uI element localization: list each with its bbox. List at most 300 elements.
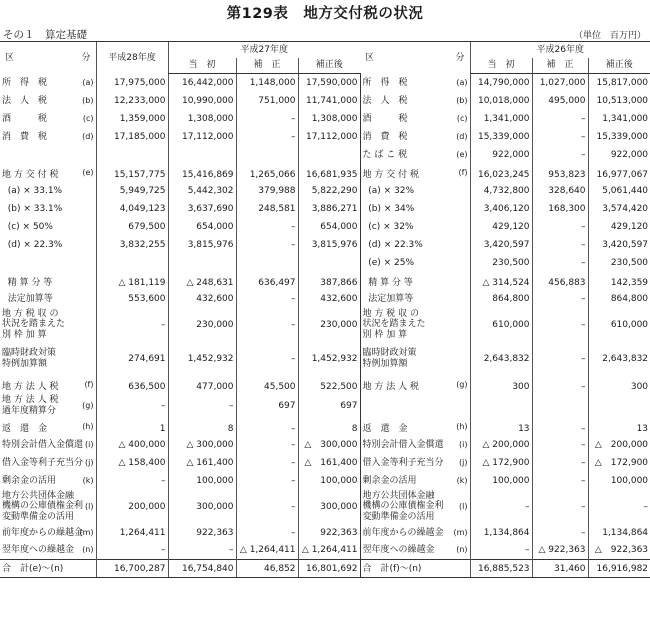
h26-hosei-value: – — [532, 308, 588, 342]
h28-value: 1 — [96, 418, 168, 436]
page-title: 第129表 地方交付税の状況 — [226, 6, 424, 22]
h28-value: – — [96, 472, 168, 490]
left-row-tag: (b) — [82, 95, 94, 105]
left-label-cell — [0, 236, 96, 254]
h27-hosei-value: – — [236, 110, 298, 128]
left-label-cell — [0, 394, 96, 418]
left-label-cell — [0, 436, 96, 454]
unit-label: （単位 百万円） — [573, 31, 646, 41]
right-label-cell — [360, 236, 470, 254]
table-row — [0, 418, 650, 436]
left-label-cell — [0, 146, 96, 164]
table-row — [0, 254, 650, 272]
h27-hoseigo-value: 8 — [298, 418, 360, 436]
h26-hoseigo-value: 2,643,832 — [588, 342, 650, 376]
table-row — [0, 74, 650, 92]
h27-touzho-value: 100,000 — [168, 472, 236, 490]
left-label-cell — [0, 74, 96, 92]
left-label-cell — [0, 272, 96, 290]
left-row-tag: (c) — [82, 113, 94, 123]
h27-hoseigo-value: △ 1,264,411 — [298, 542, 360, 560]
h27-hoseigo-value: 922,363 — [298, 524, 360, 542]
left-label-cell — [0, 454, 96, 472]
right-row-label: (a) × 32% — [362, 185, 415, 196]
left-row-tag: (h) — [82, 421, 94, 431]
left-label-cell — [0, 418, 96, 436]
right-row-label: 地 方 法 人 税 — [362, 381, 419, 392]
h27-hoseigo-value: 100,000 — [298, 472, 360, 490]
left-row-label: 地 方 法 人 税 過年度精算分 — [2, 395, 59, 416]
h27-touzho-value: 16,442,000 — [168, 74, 236, 92]
h27-touzho-value: 477,000 — [168, 376, 236, 394]
table-row — [0, 200, 650, 218]
left-row-label: 精 算 分 等 — [2, 277, 53, 288]
left-row-label: 合 計(e)～(n) — [2, 563, 64, 574]
left-row-label: (c) × 50% — [2, 221, 53, 232]
h27-touzho-value: 230,000 — [168, 308, 236, 342]
right-label-cell — [360, 182, 470, 200]
h26-touzho-value: 15,339,000 — [470, 128, 532, 146]
left-row-label: (d) × 22.3% — [2, 239, 63, 250]
table-row — [0, 490, 650, 524]
h27-hoseigo-value: 17,590,000 — [298, 74, 360, 92]
right-row-label: 地 方 交 付 税 — [362, 169, 419, 180]
h28-value: 17,185,000 — [96, 128, 168, 146]
h26-touzho-value: 230,500 — [470, 254, 532, 272]
right-label-cell — [360, 92, 470, 110]
h27-hosei-value: – — [236, 308, 298, 342]
h26-hoseigo-value: 230,500 — [588, 254, 650, 272]
right-row-label: 借入金等利子充当分 — [362, 457, 444, 468]
left-row-label: 消 費 税 — [2, 131, 48, 142]
h27-touzho-value: 654,000 — [168, 218, 236, 236]
h26-hosei-value: 328,640 — [532, 182, 588, 200]
h26-hosei-value: 495,000 — [532, 92, 588, 110]
h26-touzho-value: 1,341,000 — [470, 110, 532, 128]
left-label-cell — [0, 490, 96, 524]
h26-touzho-value: 10,018,000 — [470, 92, 532, 110]
h26-touzho-value: 864,800 — [470, 290, 532, 308]
right-label-cell — [360, 128, 470, 146]
left-label-cell — [0, 524, 96, 542]
header-kubun-left: 区 分 — [0, 42, 96, 74]
h26-touzho-value: 3,420,597 — [470, 236, 532, 254]
h27-touzho-value: 10,990,000 — [168, 92, 236, 110]
h28-value: 12,233,000 — [96, 92, 168, 110]
table-row — [0, 182, 650, 200]
h26-hosei-value: – — [532, 342, 588, 376]
right-row-tag: (b) — [456, 95, 468, 105]
h27-hosei-value: – — [236, 436, 298, 454]
left-row-tag: (g) — [82, 400, 94, 410]
h26-hosei-value: 31,460 — [532, 560, 588, 578]
right-row-label: (b) × 34% — [362, 203, 415, 214]
h26-hoseigo-value: 15,817,000 — [588, 74, 650, 92]
h28-value: △ 400,000 — [96, 436, 168, 454]
header-h26-hosei: 補 正 — [532, 58, 588, 74]
h27-hoseigo-value: 5,822,290 — [298, 182, 360, 200]
h27-touzho-value: 1,308,000 — [168, 110, 236, 128]
h28-value: – — [96, 308, 168, 342]
right-row-tag: (c) — [456, 113, 468, 123]
h28-value: 5,949,725 — [96, 182, 168, 200]
left-label-cell — [0, 200, 96, 218]
left-label-cell — [0, 342, 96, 376]
h26-hoseigo-value: 16,977,067 — [588, 164, 650, 182]
left-row-tag: (n) — [82, 545, 94, 555]
h28-value: △ 158,400 — [96, 454, 168, 472]
left-label-cell — [0, 472, 96, 490]
h27-hoseigo-value: 522,500 — [298, 376, 360, 394]
right-label-cell — [360, 376, 470, 394]
h27-hosei-value: 636,497 — [236, 272, 298, 290]
right-label-cell — [360, 200, 470, 218]
right-label-cell — [360, 454, 470, 472]
right-label-cell — [360, 436, 470, 454]
right-row-label: 法 人 税 — [362, 95, 408, 106]
h26-hoseigo-value: – — [588, 490, 650, 524]
left-row-tag: (m) — [79, 527, 94, 537]
h26-hosei-value: – — [532, 236, 588, 254]
h26-touzho-value: △ 200,000 — [470, 436, 532, 454]
h28-value: 1,359,000 — [96, 110, 168, 128]
left-label-cell — [0, 164, 96, 182]
right-label-cell — [360, 110, 470, 128]
right-label-cell — [360, 146, 470, 164]
h27-hosei-value: 248,581 — [236, 200, 298, 218]
table-row — [0, 542, 650, 560]
h27-hosei-value: 46,852 — [236, 560, 298, 578]
right-row-label: 返 還 金 — [362, 423, 408, 434]
h27-hosei-value: 379,988 — [236, 182, 298, 200]
h28-value — [96, 146, 168, 164]
h27-hosei-value: 45,500 — [236, 376, 298, 394]
h26-touzho-value: – — [470, 542, 532, 560]
h27-touzho-value: 1,452,932 — [168, 342, 236, 376]
h26-touzho-value: 922,000 — [470, 146, 532, 164]
left-row-label: 法 人 税 — [2, 95, 48, 106]
right-label-cell — [360, 524, 470, 542]
h27-hoseigo-value — [298, 146, 360, 164]
table-row — [0, 454, 650, 472]
h27-hoseigo-value: 230,000 — [298, 308, 360, 342]
h27-hosei-value: – — [236, 524, 298, 542]
h27-hosei-value: 751,000 — [236, 92, 298, 110]
right-row-tag: (e) — [456, 149, 468, 159]
right-label-cell — [360, 342, 470, 376]
left-row-label: 借入金等利子充当分 — [2, 457, 84, 468]
h26-hosei-value: – — [532, 254, 588, 272]
h26-hoseigo-value: 3,574,420 — [588, 200, 650, 218]
h26-touzho-value — [470, 394, 532, 418]
left-row-tag: (j) — [85, 457, 94, 467]
left-label-cell — [0, 308, 96, 342]
h27-hosei-value: – — [236, 454, 298, 472]
header-h27-touzho: 当 初 — [168, 58, 236, 74]
right-row-label: 剰余金の活用 — [362, 475, 417, 486]
header-h28: 平成28年度 — [96, 42, 168, 74]
right-row-label: 特別会計借入金償還 — [362, 439, 444, 450]
right-label-cell — [360, 418, 470, 436]
h26-hosei-value: 1,027,000 — [532, 74, 588, 92]
h26-hoseigo-value: 10,513,000 — [588, 92, 650, 110]
left-row-tag: (f) — [84, 379, 94, 389]
h27-hosei-value: – — [236, 342, 298, 376]
h28-value: △ 181,119 — [96, 272, 168, 290]
h26-hoseigo-value: △ 172,900 — [588, 454, 650, 472]
h27-hosei-value: △ 1,264,411 — [236, 542, 298, 560]
right-row-tag: (m) — [453, 527, 468, 537]
table-row — [0, 290, 650, 308]
left-row-label: 前年度からの繰越金 — [2, 527, 84, 538]
left-row-tag: (d) — [82, 131, 94, 141]
h27-hosei-value: – — [236, 472, 298, 490]
right-row-label: 法定加算等 — [362, 293, 414, 304]
left-label-cell — [0, 218, 96, 236]
h28-value: 15,157,775 — [96, 164, 168, 182]
left-row-label: (b) × 33.1% — [2, 203, 63, 214]
right-row-label: 地方公共団体金融 機構の公庫債権金利 変動準備金の活用 — [362, 490, 444, 522]
right-row-label: 地 方 税 収 の 状況を踏まえた 別 枠 加 算 — [362, 308, 426, 340]
h27-touzho-value — [168, 254, 236, 272]
right-row-label: (e) × 25% — [362, 257, 415, 268]
h27-hoseigo-value: 16,681,935 — [298, 164, 360, 182]
right-row-label: 酒 税 — [362, 113, 408, 124]
table-row — [0, 524, 650, 542]
right-row-label: 前年度からの繰越金 — [362, 527, 444, 538]
left-label-cell — [0, 560, 96, 578]
h26-touzho-value: 2,643,832 — [470, 342, 532, 376]
right-label-cell — [360, 308, 470, 342]
h26-hosei-value: – — [532, 490, 588, 524]
h28-value — [96, 254, 168, 272]
h26-touzho-value: 4,732,800 — [470, 182, 532, 200]
h27-touzho-value: 16,754,840 — [168, 560, 236, 578]
h27-touzho-value: △ 161,400 — [168, 454, 236, 472]
h28-value: 3,832,255 — [96, 236, 168, 254]
h27-hoseigo-value: △ 300,000 — [298, 436, 360, 454]
table-row — [0, 92, 650, 110]
h26-hoseigo-value: 1,134,864 — [588, 524, 650, 542]
right-row-label: 臨時財政対策 特例加算額 — [362, 348, 417, 369]
right-label-cell — [360, 272, 470, 290]
right-row-label: (d) × 22.3% — [362, 239, 423, 250]
h26-hosei-value: △ 922,363 — [532, 542, 588, 560]
table-row — [0, 146, 650, 164]
table-body — [0, 74, 650, 578]
left-row-tag: (l) — [85, 501, 94, 511]
left-label-cell — [0, 376, 96, 394]
h26-hoseigo-value: 5,061,440 — [588, 182, 650, 200]
h26-touzho-value: 100,000 — [470, 472, 532, 490]
h26-touzho-value: △ 314,524 — [470, 272, 532, 290]
right-label-cell — [360, 164, 470, 182]
table-row — [0, 164, 650, 182]
right-row-tag: (k) — [456, 475, 468, 485]
table-row — [0, 560, 650, 578]
right-row-label: 所 得 税 — [362, 77, 408, 88]
table-row — [0, 128, 650, 146]
table-row — [0, 394, 650, 418]
right-row-tag: (n) — [456, 545, 468, 555]
h27-hoseigo-value: 432,600 — [298, 290, 360, 308]
h28-value: – — [96, 394, 168, 418]
h27-hoseigo-value: 300,000 — [298, 490, 360, 524]
right-label-cell — [360, 394, 470, 418]
table-row — [0, 376, 650, 394]
h27-hosei-value: – — [236, 418, 298, 436]
h27-touzho-value — [168, 146, 236, 164]
h27-touzho-value: 432,600 — [168, 290, 236, 308]
h27-touzho-value: – — [168, 394, 236, 418]
left-row-label: 特別会計借入金償還 — [2, 439, 84, 450]
h27-touzho-value: △ 300,000 — [168, 436, 236, 454]
table-row — [0, 436, 650, 454]
header-h27-hosei: 補 正 — [236, 58, 298, 74]
h27-hosei-value: – — [236, 290, 298, 308]
h27-touzho-value: – — [168, 542, 236, 560]
left-label-cell — [0, 290, 96, 308]
h26-hoseigo-value: 3,420,597 — [588, 236, 650, 254]
left-row-tag: (k) — [82, 475, 94, 485]
left-label-cell — [0, 128, 96, 146]
h28-value: 274,691 — [96, 342, 168, 376]
left-row-label: 地 方 法 人 税 — [2, 381, 59, 392]
h27-hosei-value: 697 — [236, 394, 298, 418]
h27-hoseigo-value: 654,000 — [298, 218, 360, 236]
left-label-cell — [0, 92, 96, 110]
h26-hoseigo-value: 15,339,000 — [588, 128, 650, 146]
h28-value: 16,700,287 — [96, 560, 168, 578]
right-row-tag: (a) — [456, 77, 468, 87]
left-row-label: 地方公共団体金融 機構の公庫債権金利 変動準備金の活用 — [2, 490, 84, 522]
h28-value: 4,049,123 — [96, 200, 168, 218]
h26-hosei-value: – — [532, 436, 588, 454]
table-row — [0, 342, 650, 376]
h26-hosei-value: 953,823 — [532, 164, 588, 182]
table-row — [0, 110, 650, 128]
left-row-label: 酒 税 — [2, 113, 48, 124]
h28-value: 1,264,411 — [96, 524, 168, 542]
h27-hosei-value: – — [236, 490, 298, 524]
right-label-cell — [360, 290, 470, 308]
h26-touzho-value: 429,120 — [470, 218, 532, 236]
h28-value: 636,500 — [96, 376, 168, 394]
left-label-cell — [0, 254, 96, 272]
right-row-label: 合 計(f)～(n) — [362, 563, 422, 574]
h26-hoseigo-value: 922,000 — [588, 146, 650, 164]
h27-hoseigo-value: 1,308,000 — [298, 110, 360, 128]
h27-hoseigo-value: 3,815,976 — [298, 236, 360, 254]
h26-touzho-value: 1,134,864 — [470, 524, 532, 542]
h26-touzho-value: 14,790,000 — [470, 74, 532, 92]
h26-hosei-value: – — [532, 376, 588, 394]
h27-touzho-value: 5,442,302 — [168, 182, 236, 200]
table-row — [0, 308, 650, 342]
h27-hoseigo-value: 17,112,000 — [298, 128, 360, 146]
h27-hoseigo-value: 1,452,932 — [298, 342, 360, 376]
left-label-cell — [0, 182, 96, 200]
left-label-cell — [0, 542, 96, 560]
h26-touzho-value: 13 — [470, 418, 532, 436]
right-row-label: 翌年度への繰越金 — [362, 545, 435, 556]
right-label-cell — [360, 472, 470, 490]
left-row-label: 地 方 交 付 税 — [2, 169, 59, 180]
right-label-cell — [360, 254, 470, 272]
h28-value: 17,975,000 — [96, 74, 168, 92]
h27-touzho-value: 922,363 — [168, 524, 236, 542]
h26-touzho-value: 300 — [470, 376, 532, 394]
h26-hoseigo-value: 13 — [588, 418, 650, 436]
h27-touzho-value: 3,815,976 — [168, 236, 236, 254]
h26-hosei-value: 456,883 — [532, 272, 588, 290]
right-label-cell — [360, 560, 470, 578]
h26-hosei-value: – — [532, 218, 588, 236]
header-h27: 平成27年度 — [168, 42, 360, 58]
left-row-tag: (i) — [85, 439, 94, 449]
right-row-tag: (g) — [456, 379, 468, 389]
h27-hosei-value: 1,265,066 — [236, 164, 298, 182]
h27-touzho-value: 15,416,869 — [168, 164, 236, 182]
right-label-cell — [360, 74, 470, 92]
table-row — [0, 236, 650, 254]
left-row-tag: (e) — [82, 167, 94, 177]
table-row — [0, 272, 650, 290]
h27-hosei-value — [236, 146, 298, 164]
h27-touzho-value: △ 248,631 — [168, 272, 236, 290]
h27-touzho-value: 17,112,000 — [168, 128, 236, 146]
h27-hoseigo-value — [298, 254, 360, 272]
h27-hosei-value: – — [236, 218, 298, 236]
left-row-label: 所 得 税 — [2, 77, 48, 88]
calc-basis-table — [0, 41, 650, 578]
right-label-cell — [360, 542, 470, 560]
h26-hoseigo-value: 100,000 — [588, 472, 650, 490]
h26-hosei-value: – — [532, 524, 588, 542]
header-h26-touzho: 当 初 — [470, 58, 532, 74]
header-h26-hoseigo: 補正後 — [588, 58, 650, 74]
h26-touzho-value: 610,000 — [470, 308, 532, 342]
h26-touzho-value: 16,023,245 — [470, 164, 532, 182]
h27-hoseigo-value: 11,741,000 — [298, 92, 360, 110]
header-kubun-right: 区 分 — [360, 42, 470, 74]
h26-hosei-value: – — [532, 146, 588, 164]
h28-value: 200,000 — [96, 490, 168, 524]
h26-hoseigo-value: 1,341,000 — [588, 110, 650, 128]
h26-touzho-value: 3,406,120 — [470, 200, 532, 218]
h27-hoseigo-value: 387,866 — [298, 272, 360, 290]
h26-touzho-value: 16,885,523 — [470, 560, 532, 578]
right-row-label: た ば こ 税 — [362, 149, 408, 160]
table-row — [0, 472, 650, 490]
left-row-tag: (a) — [82, 77, 94, 87]
right-row-tag: (j) — [459, 457, 468, 467]
h27-touzho-value: 3,637,690 — [168, 200, 236, 218]
h26-hosei-value: – — [532, 472, 588, 490]
left-row-label: 臨時財政対策 特例加算額 — [2, 348, 57, 369]
h26-hosei-value: – — [532, 110, 588, 128]
h26-hoseigo-value: △ 200,000 — [588, 436, 650, 454]
right-row-tag: (i) — [459, 439, 468, 449]
h26-hosei-value: – — [532, 128, 588, 146]
h27-hoseigo-value: 3,886,271 — [298, 200, 360, 218]
left-row-label: 法定加算等 — [2, 293, 53, 304]
h26-hoseigo-value — [588, 394, 650, 418]
h28-value: 679,500 — [96, 218, 168, 236]
h26-hoseigo-value: 610,000 — [588, 308, 650, 342]
h27-hosei-value: – — [236, 128, 298, 146]
h26-hoseigo-value: △ 922,363 — [588, 542, 650, 560]
